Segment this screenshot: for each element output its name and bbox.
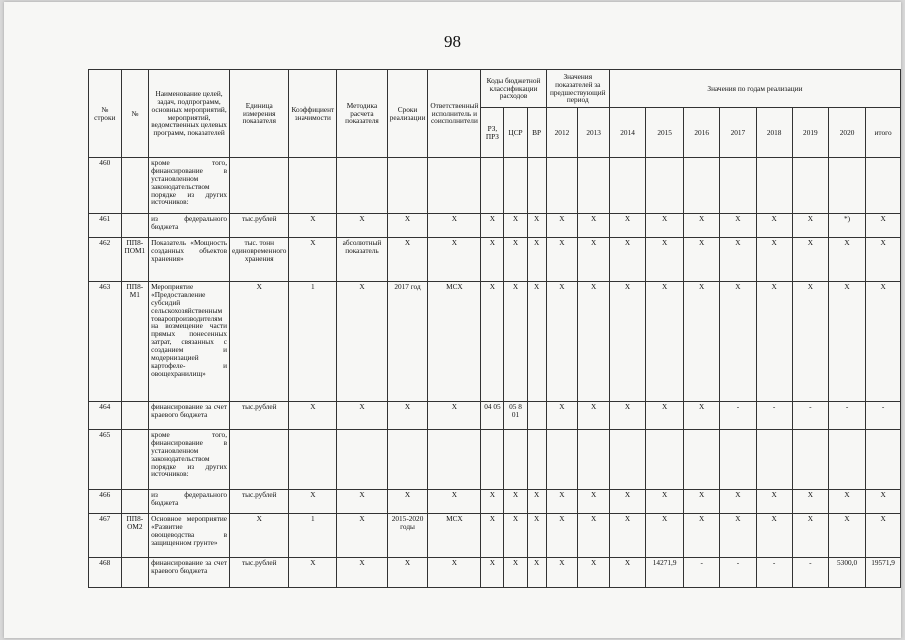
rz-cell [481,430,504,490]
value-cell [609,430,645,490]
value-cell: - [828,402,865,430]
value-cell: X [792,514,828,558]
method-cell: X [337,558,387,588]
header-year-2016: 2016 [684,108,720,158]
unit-cell: тыс. тонн единовременного хранения [230,238,289,282]
code-cell [121,490,149,514]
rz-cell: X [481,238,504,282]
unit-cell: тыс.рублей [230,402,289,430]
value-cell: X [866,214,901,238]
code-cell [121,558,149,588]
name-cell: из федерального бюджета [149,490,230,514]
value-cell [792,430,828,490]
method-cell [337,430,387,490]
header-year-2019: 2019 [792,108,828,158]
value-cell: X [578,282,610,402]
value-cell: X [646,214,684,238]
terms-cell: 2015-2020 годы [387,514,428,558]
code-cell [121,158,149,214]
value-cell: X [756,238,792,282]
code-cell [121,402,149,430]
header-year-2014: 2014 [609,108,645,158]
value-cell: X [646,282,684,402]
value-cell: - [720,558,756,588]
document-page [4,2,901,638]
value-cell [866,430,901,490]
header-budget-codes: Коды бюджетной классификации расходов [481,70,546,108]
unit-cell: X [230,282,289,402]
row-number-cell: 466 [89,490,122,514]
header-coefficient: Коэффициент значимости [289,70,337,158]
responsible-cell: МСХ [428,282,481,402]
value-cell: X [684,490,720,514]
csr-cell: 05 8 01 [504,402,527,430]
value-cell: X [756,214,792,238]
terms-cell: X [387,238,428,282]
csr-cell [504,430,527,490]
csr-cell: X [504,238,527,282]
vr-cell [527,402,546,430]
value-cell [756,430,792,490]
code-cell: ПП8-М1 [121,282,149,402]
value-cell: - [756,402,792,430]
method-cell [337,158,387,214]
rz-cell: X [481,514,504,558]
vr-cell: X [527,514,546,558]
code-cell: ПП8-ОМ2 [121,514,149,558]
csr-cell: X [504,558,527,588]
value-cell [546,158,578,214]
value-cell: X [720,514,756,558]
value-cell: X [609,402,645,430]
value-cell: X [546,238,578,282]
value-cell: X [866,490,901,514]
header-name: Наименование целей, задач, подпрограмм, основных мероприятий, мероприятий, ведомственных целевых программ, показателей [149,70,230,158]
value-cell: - [720,402,756,430]
value-cell: X [866,282,901,402]
value-cell: X [546,514,578,558]
header-values-by-year: Значения по годам реализации [609,70,900,108]
vr-cell: X [527,558,546,588]
value-cell: X [684,282,720,402]
responsible-cell: X [428,238,481,282]
rz-cell: 04 05 [481,402,504,430]
header-method: Методика расчета показателя [337,70,387,158]
value-cell [646,158,684,214]
value-cell: X [684,514,720,558]
row-number-cell: 468 [89,558,122,588]
header-year-2018: 2018 [756,108,792,158]
value-cell: - [792,558,828,588]
row-number-cell: 463 [89,282,122,402]
value-cell [828,430,865,490]
name-cell: Показатель «Мощность созданных объектов хранения» [149,238,230,282]
terms-cell: X [387,214,428,238]
table-row [89,282,901,402]
value-cell [609,158,645,214]
table-row [89,430,901,490]
row-number-cell: 467 [89,514,122,558]
coefficient-cell: X [289,402,337,430]
value-cell: X [792,214,828,238]
unit-cell: X [230,514,289,558]
name-cell: из федерального бюджета [149,214,230,238]
value-cell: *) [828,214,865,238]
value-cell: X [828,490,865,514]
value-cell [684,430,720,490]
value-cell: X [609,558,645,588]
value-cell: X [609,490,645,514]
method-cell: X [337,402,387,430]
rz-cell: X [481,558,504,588]
vr-cell: X [527,214,546,238]
value-cell [792,158,828,214]
csr-cell: X [504,490,527,514]
unit-cell: тыс.рублей [230,490,289,514]
value-cell [866,158,901,214]
csr-cell: X [504,514,527,558]
value-cell: X [646,514,684,558]
header-year-2015: 2015 [646,108,684,158]
row-number-cell: 462 [89,238,122,282]
terms-cell: X [387,402,428,430]
value-cell: X [866,514,901,558]
coefficient-cell: X [289,238,337,282]
value-cell [828,158,865,214]
value-cell: X [578,214,610,238]
vr-cell: X [527,238,546,282]
value-cell: X [720,282,756,402]
coefficient-cell: 1 [289,282,337,402]
value-cell: X [756,514,792,558]
vr-cell [527,430,546,490]
terms-cell: X [387,490,428,514]
header-unit: Единица измерения показателя [230,70,289,158]
value-cell: X [578,514,610,558]
header-code: № [121,70,149,158]
value-cell: X [828,238,865,282]
method-cell: X [337,214,387,238]
value-cell: 14271,9 [646,558,684,588]
value-cell: - [866,402,901,430]
value-cell: X [866,238,901,282]
table-row [89,514,901,558]
value-cell [646,430,684,490]
table-row [89,402,901,430]
header-vr: ВР [527,108,546,158]
csr-cell: X [504,282,527,402]
coefficient-cell: X [289,558,337,588]
value-cell: X [546,282,578,402]
value-cell: - [756,558,792,588]
code-cell: ПП8-ПОМ1 [121,238,149,282]
value-cell: X [828,514,865,558]
value-cell: X [684,214,720,238]
page-number: 98 [444,32,461,51]
table-row [89,490,901,514]
value-cell: 19571,9 [866,558,901,588]
value-cell [756,158,792,214]
value-cell: X [720,214,756,238]
header-year-2013: 2013 [578,108,610,158]
terms-cell: 2017 год [387,282,428,402]
table-row [89,238,901,282]
unit-cell: тыс.рублей [230,214,289,238]
value-cell: - [792,402,828,430]
csr-cell [504,158,527,214]
value-cell [578,158,610,214]
code-cell [121,430,149,490]
rz-cell: X [481,490,504,514]
value-cell: X [684,238,720,282]
method-cell: абсолютный показатель [337,238,387,282]
value-cell: X [546,490,578,514]
responsible-cell: X [428,490,481,514]
code-cell [121,214,149,238]
responsible-cell [428,158,481,214]
value-cell: - [684,558,720,588]
coefficient-cell [289,158,337,214]
value-cell: 5300,0 [828,558,865,588]
header-responsible: Ответственный исполнитель и соисполнители [428,70,481,158]
value-cell: X [756,282,792,402]
responsible-cell: МСХ [428,514,481,558]
value-cell [578,430,610,490]
vr-cell: X [527,282,546,402]
rz-cell [481,158,504,214]
value-cell: X [609,238,645,282]
name-cell: финансирование за счет краевого бюджета [149,558,230,588]
value-cell: X [792,282,828,402]
responsible-cell: X [428,558,481,588]
value-cell: X [578,558,610,588]
name-cell: кроме того, финансирование в установленном законодательством порядке из других источников: [149,430,230,490]
value-cell: X [646,238,684,282]
header-row-number: № строки [89,70,122,158]
value-cell: X [546,558,578,588]
table-row [89,158,901,214]
header-year-2017: 2017 [720,108,756,158]
table-row [89,558,901,588]
terms-cell: X [387,558,428,588]
unit-cell [230,158,289,214]
value-cell: X [792,490,828,514]
coefficient-cell: X [289,490,337,514]
header-csr: ЦСР [504,108,527,158]
vr-cell: X [527,490,546,514]
coefficient-cell [289,430,337,490]
coefficient-cell: X [289,214,337,238]
value-cell: X [546,402,578,430]
row-number-cell: 460 [89,158,122,214]
value-cell [684,158,720,214]
row-number-cell: 464 [89,402,122,430]
value-cell: X [609,214,645,238]
value-cell: X [578,402,610,430]
header-total: итого [866,108,901,158]
csr-cell: X [504,214,527,238]
name-cell: Основное мероприятие «Развитие овощеводства в защищенном грунте» [149,514,230,558]
header-rz: РЗ, ПРЗ [481,108,504,158]
value-cell: X [578,238,610,282]
value-cell: X [720,490,756,514]
method-cell: X [337,514,387,558]
responsible-cell [428,430,481,490]
value-cell: X [646,490,684,514]
coefficient-cell: 1 [289,514,337,558]
vr-cell [527,158,546,214]
header-terms: Сроки реализации [387,70,428,158]
responsible-cell: X [428,402,481,430]
header-previous-values: Значения показателей за предшествующий период [546,70,609,108]
unit-cell [230,430,289,490]
value-cell: X [609,282,645,402]
value-cell [720,158,756,214]
value-cell: X [720,238,756,282]
name-cell: финансирование за счет краевого бюджета [149,402,230,430]
row-number-cell: 465 [89,430,122,490]
value-cell: X [756,490,792,514]
value-cell: X [578,490,610,514]
terms-cell [387,430,428,490]
rz-cell: X [481,282,504,402]
value-cell: X [828,282,865,402]
value-cell: X [546,214,578,238]
name-cell: кроме того, финансирование в установленном законодательством порядке из других источников: [149,158,230,214]
value-cell [720,430,756,490]
table-row [89,214,901,238]
responsible-cell: X [428,214,481,238]
value-cell: X [646,402,684,430]
row-number-cell: 461 [89,214,122,238]
rz-cell: X [481,214,504,238]
value-cell: X [792,238,828,282]
method-cell: X [337,490,387,514]
terms-cell [387,158,428,214]
name-cell: Мероприятие «Предоставление субсидий сельскохозяйственным товаропроизводителям на возмещение части прямых понесенных затрат, связанных с созданием и модернизацией картофеле- и овощехранилищ» [149,282,230,402]
program-table [88,69,901,588]
unit-cell: тыс.рублей [230,558,289,588]
value-cell [546,430,578,490]
method-cell: X [337,282,387,402]
header-year-2020: 2020 [828,108,865,158]
value-cell: X [684,402,720,430]
header-year-2012: 2012 [546,108,578,158]
value-cell: X [609,514,645,558]
